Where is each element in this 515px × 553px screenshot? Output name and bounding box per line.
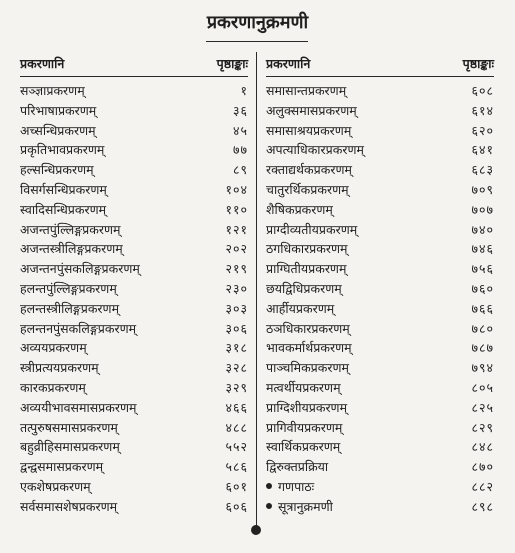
header-page-label: पृष्ठाङ्काः [216,56,248,71]
toc-entry [266,160,494,180]
entry-title-text: अव्ययप्रकरणम् [20,340,87,356]
entry-title [266,220,357,240]
entry-page-number: ७४० [471,221,494,237]
toc-entry [20,259,248,279]
toc-entry [20,497,248,517]
entry-page-number: १२१ [225,221,248,237]
entry-title-text: चातुरर्थिकप्रकरणम् [266,181,349,197]
toc-entry [266,140,494,160]
entry-page-number: ५५२ [225,439,248,455]
entry-page-number: ६०८ [471,83,494,98]
toc-entry [20,398,248,418]
entry-page-number: ३२८ [225,360,248,376]
entry-page-number: ३२९ [225,379,248,395]
entry-page-number: ७४६ [471,241,494,257]
entry-title [20,299,119,319]
entry-page-number: ८९८ [471,498,494,514]
entry-page-number: ७०७ [471,201,494,217]
toc-entry [266,101,494,121]
entry-title-text: तत्पुरुषसमासप्रकरणम् [20,419,118,435]
toc-entry [20,358,248,378]
entry-title-text: स्वार्थिकप्रकरणम् [266,439,341,455]
entry-title-text: कारकप्रकरणम् [20,379,86,395]
entry-title [266,160,352,180]
toc-entry [20,239,248,259]
entry-page-number: ७७ [232,142,248,158]
entry-title [20,259,140,279]
toc-entry [266,279,494,299]
toc-entry [266,497,494,517]
entry-title-text: बहुव्रीहिसमासप्रकरणम् [20,439,120,455]
entry-page-number: ७६६ [471,300,494,316]
toc-entry [20,279,248,299]
toc-entry [266,319,494,339]
entry-page-number: ७८७ [471,340,494,356]
entry-title [266,497,333,517]
entry-title-text: मत्वर्थीयप्रकरणम् [266,379,341,395]
toc-entry [20,140,248,160]
entry-title [266,81,346,101]
bullet-icon [266,483,272,489]
entry-title-text: हलन्तनपुंसकलिङ्गप्रकरणम् [20,320,137,336]
entry-title [20,319,136,339]
left-list [20,81,248,517]
entry-title-text: अजन्तनपुंसकलिङ्गप्रकरणम् [20,261,140,277]
entry-title [266,279,342,299]
entry-page-number: ६०१ [225,478,248,494]
entry-page-number: ३०६ [225,320,248,336]
right-list [266,81,494,517]
toc-entry [266,200,494,220]
toc-entry [266,418,494,438]
toc-entry [266,378,494,398]
entry-title-text: ठञधिकारप्रकरणम् [266,320,350,336]
entry-title [266,239,348,259]
toc-entry [20,457,248,477]
entry-page-number: ३६ [232,102,248,118]
entry-page-number: ६२० [471,122,494,138]
header-name-label: प्रकरणानि [20,56,65,71]
entry-title [20,497,117,517]
entry-page-number: ८०५ [471,379,494,395]
entry-title-text: हलन्तस्त्रीलिङ्गप्रकरणम् [20,300,120,316]
entry-title [20,358,99,378]
toc-entry [20,319,248,339]
entry-page-number: ३१८ [225,340,248,356]
toc-entry [20,477,248,497]
entry-title-text: प्राग्दिशीयप्रकरणम् [266,399,348,415]
entry-page-number: ८७० [471,459,494,475]
entry-title [266,378,341,398]
entry-title-text: छयद्विधिप्रकरणम् [266,280,342,296]
page-title: प्रकरणानुक्रमणी [206,12,309,33]
entry-title [266,319,350,339]
entry-title [20,200,106,220]
toc-entry [266,477,494,497]
entry-title-text: सर्वसमासशेषप्रकरणम् [20,498,118,514]
entry-title-text: एकशेषप्रकरणम् [20,478,91,494]
entry-title-text: स्वादिसन्धिप्रकरणम् [20,201,107,217]
entry-title-text: प्राग्घितीयप्रकरणम् [266,261,347,277]
entry-title-text: पाञ्चमिकप्रकरणम् [266,360,350,376]
entry-page-number: ७६० [471,280,494,296]
entry-title-text: परिभाषाप्रकरणम् [20,102,97,118]
toc-entry [20,81,248,101]
toc-entry [20,160,248,180]
entry-title-text: ठगधिकारप्रकरणम् [266,241,348,257]
entry-title-text: गणपाठः [278,478,315,494]
entry-title-text: हलन्तपुंल्लिङ्गप्रकरणम् [20,280,117,296]
entry-title-text: अलुक्समासप्रकरणम् [266,102,357,118]
entry-page-number: २०२ [225,241,248,257]
entry-title-text: भावकर्मार्थप्रकरणम् [266,340,352,356]
entry-title [266,140,364,160]
entry-page-number: ११० [225,201,248,217]
entry-title-text: द्विरुक्तप्रक्रिया [266,459,329,475]
toc-entry [266,121,494,141]
entry-title [20,101,96,121]
title-underline [206,41,308,42]
entry-title-text: अजन्तपुंल्लिङ्गप्रकरणम् [20,221,121,237]
entry-page-number: ७८० [471,320,494,336]
entry-page-number: ५८६ [225,459,248,475]
entry-title-text: स्त्रीप्रत्ययप्रकरणम् [20,360,99,376]
toc-entry [266,338,494,358]
entry-page-number: ६१४ [471,102,494,118]
toc-entry [266,180,494,200]
toc-entry [266,299,494,319]
entry-title [20,121,96,141]
entry-title [20,338,87,358]
toc-entry [20,200,248,220]
entry-page-number: ८८२ [471,478,494,494]
entry-title [266,398,347,418]
left-header-rule [20,76,248,77]
toc-entry [20,418,248,438]
entry-title [266,180,349,200]
entry-title-text: सूत्रानुक्रमणी [278,498,333,514]
entry-title [20,180,107,200]
entry-page-number: ८९ [232,162,248,178]
entry-page-number: ६०६ [225,498,248,514]
entry-title [266,338,352,358]
entry-page-number: २३० [225,280,248,296]
entry-title-text: रक्ताद्यर्थकप्रकरणम् [266,162,352,178]
right-header-rule [266,76,494,77]
entry-page-number: १०४ [225,181,248,197]
entry-title-text: अच्सन्धिप्रकरणम् [20,122,96,138]
toc-entry [20,299,248,319]
entry-page-number: ६८३ [471,162,494,178]
entry-title [20,239,123,259]
divider-end-dot [251,525,261,535]
entry-title [266,101,357,121]
entry-title-text: आर्हीयप्रकरणम् [266,300,335,316]
entry-title [20,279,117,299]
toc-entry [20,437,248,457]
toc-entry [20,180,248,200]
entry-page-number: ८२९ [471,419,494,435]
entry-title [266,299,334,319]
entry-title-text: अजन्तस्त्रीलिङ्गप्रकरणम् [20,241,123,257]
entry-title [20,437,120,457]
toc-entry [20,378,248,398]
right-column [266,52,494,514]
toc-entry [20,220,248,240]
entry-page-number: १ [240,83,248,98]
entry-title-text: प्राग्दीव्यतीयप्रकरणम् [266,221,358,237]
entry-page-number: २१९ [225,261,248,277]
entry-title [266,259,346,279]
entry-title [266,418,342,438]
entry-title-text: प्रकृतिभावप्रकरणम् [20,142,105,158]
entry-title [266,457,328,477]
entry-title-text: अव्ययीभावसमासप्रकरणम् [20,399,137,415]
entry-title [20,220,121,240]
entry-title [20,418,118,438]
entry-title-text: शैषिकप्रकरणम् [266,201,333,217]
entry-page-number: ३०३ [225,300,248,316]
right-column-header [266,52,494,76]
toc-entry [266,457,494,477]
entry-title [20,81,85,101]
entry-title [20,160,94,180]
toc-entry [20,121,248,141]
toc-entry [266,398,494,418]
left-column-header [20,52,248,76]
entry-title-text: अपत्याधिकारप्रकरणम् [266,142,364,158]
entry-title [266,358,349,378]
column-divider [256,52,257,530]
toc-entry [20,101,248,121]
entry-title-text: विसर्गसन्धिप्रकरणम् [20,181,107,197]
entry-title-text: हल्सन्धिप्रकरणम् [20,162,94,178]
entry-page-number: ४८८ [225,419,248,435]
toc-entry [266,437,494,457]
entry-title-text: समासाश्रयप्रकरणम् [266,122,352,138]
toc-entry [266,239,494,259]
entry-title [20,477,91,497]
entry-title [266,477,314,497]
entry-title-text: सञ्ज्ञाप्रकरणम् [20,83,85,98]
entry-title [266,121,351,141]
entry-title [20,140,104,160]
header-page-label: पृष्ठाङ्काः [462,56,494,71]
entry-title [20,398,137,418]
entry-page-number: ८४८ [471,439,494,455]
entry-page-number: ८२५ [471,399,494,415]
entry-title [20,457,103,477]
entry-title [266,437,340,457]
entry-title-text: समासान्तप्रकरणम् [266,83,347,98]
toc-entry [20,338,248,358]
toc-entry [266,358,494,378]
entry-title [20,378,86,398]
toc-entry [266,220,494,240]
entry-page-number: ७०९ [471,181,494,197]
entry-page-number: ६४१ [471,142,494,158]
entry-page-number: ७५६ [471,261,494,277]
entry-title-text: द्वन्द्वसमासप्रकरणम् [20,459,104,475]
entry-page-number: ४५ [232,122,248,138]
entry-title-text: प्रागिवीयप्रकरणम् [266,419,343,435]
entry-page-number: ४६६ [225,399,248,415]
entry-title [266,200,333,220]
toc-entry [266,259,494,279]
entry-page-number: ७९४ [471,360,494,376]
left-column [20,52,248,514]
header-name-label: प्रकरणानि [266,56,311,71]
toc-entry [266,81,494,101]
bullet-icon [266,503,272,509]
